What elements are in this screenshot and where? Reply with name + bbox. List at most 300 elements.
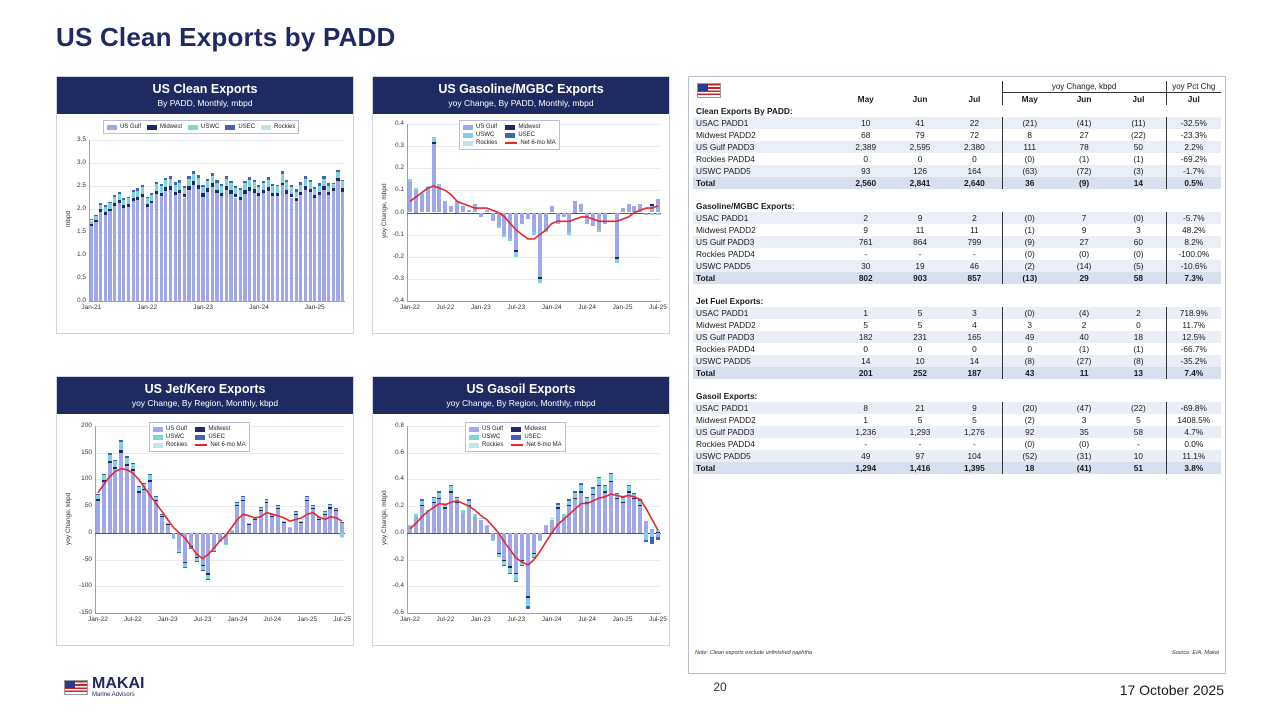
bar-segment	[132, 201, 135, 301]
table-total-row	[693, 177, 1221, 189]
bar-segment	[155, 191, 158, 194]
bar-segment	[225, 176, 228, 179]
cell-value: 2,560	[839, 177, 893, 189]
cell-pct: -32.5%	[1166, 117, 1221, 129]
section-title: Jet Fuel Exports:	[696, 296, 764, 306]
chart-plot-clean-exports	[57, 114, 353, 319]
bar-segment	[136, 191, 139, 197]
bar-segment	[94, 215, 97, 216]
bar-segment	[262, 183, 265, 190]
column-header: Jun	[912, 93, 928, 104]
y-axis-tick-label: -0.2	[392, 555, 404, 563]
legend-item	[225, 124, 255, 130]
legend-item	[463, 124, 497, 130]
y-axis-title: yoy Change, mbpd	[381, 490, 388, 546]
section-title: Gasoline/MGBC Exports:	[696, 201, 795, 211]
bar-segment	[341, 180, 344, 181]
cell-value: 41	[893, 117, 947, 129]
cell-pct: 7.4%	[1166, 367, 1221, 379]
bar-segment	[94, 220, 97, 222]
chart-legend	[103, 120, 299, 134]
bar-segment	[118, 203, 121, 301]
bar-segment	[132, 198, 135, 201]
cell-value: 79	[915, 130, 925, 140]
bar-segment	[285, 190, 288, 194]
bar-segment	[150, 203, 153, 301]
section-title: Clean Exports By PADD:	[696, 106, 793, 116]
bar-segment	[206, 179, 209, 181]
bar-segment	[267, 177, 270, 180]
legend-item	[511, 426, 561, 432]
bar-segment	[285, 182, 288, 190]
cell-yoy: 2	[1081, 320, 1087, 330]
bar-segment	[90, 221, 93, 225]
bar-segment	[178, 180, 181, 182]
legend-item	[469, 426, 503, 432]
cell-value: 8	[839, 402, 893, 414]
bar-segment	[146, 198, 149, 204]
bar-segment	[341, 188, 344, 191]
table-group-header-row	[693, 81, 1221, 93]
legend-label: USWC	[166, 434, 185, 440]
bar-segment	[211, 183, 214, 187]
cell-value: 2,389	[839, 141, 893, 153]
table-note: Note: Clean exports exclude unfinished naphtha	[695, 650, 813, 656]
legend-item	[505, 140, 555, 146]
bar-segment	[243, 183, 246, 190]
section-title-row	[693, 200, 1221, 212]
row-label: USAC PADD1	[693, 212, 839, 224]
bar-segment	[299, 185, 302, 192]
cell-yoy: 3	[1136, 225, 1141, 235]
bar-segment	[197, 178, 200, 185]
bar-segment	[206, 181, 209, 188]
cell-value: 19	[893, 260, 947, 272]
bar-segment	[322, 186, 325, 190]
cell-yoy: (22)	[1131, 130, 1146, 140]
row-label: Rockies PADD4	[696, 249, 755, 259]
bar-segment	[160, 193, 163, 196]
cell-value: 1,293	[893, 426, 947, 438]
gridline	[89, 163, 345, 164]
cell-yoy: (0)	[1079, 439, 1090, 449]
chart-title: US Jet/Kero Exports	[144, 382, 266, 396]
cell-value: -	[973, 439, 976, 449]
cell-value: 21	[893, 402, 947, 414]
y-axis-tick-label: 1.0	[76, 251, 86, 258]
cell-yoy: (8)	[1002, 355, 1057, 367]
cell-yoy: (1)	[1079, 344, 1090, 354]
chart-title: US Gasoline/MGBC Exports	[438, 82, 604, 96]
cell-value: 93	[839, 165, 893, 177]
bar-segment	[164, 187, 167, 190]
bar-segment	[229, 194, 232, 301]
bar-segment	[192, 185, 195, 301]
cell-yoy: (0)	[1079, 249, 1090, 259]
bar-segment	[197, 189, 200, 301]
x-axis-tick-label: Jul-25	[649, 304, 667, 311]
legend-item	[153, 434, 187, 440]
bar-segment	[309, 189, 312, 193]
table-row	[693, 236, 1221, 248]
cell-yoy: (0)	[1133, 249, 1144, 259]
bar-segment	[327, 195, 330, 301]
bar-segment	[304, 179, 307, 186]
legend-label: Net 6-mo MA	[526, 442, 562, 448]
legend-swatch	[153, 443, 163, 448]
cell-yoy: (1)	[1133, 344, 1144, 354]
cell-value: 182	[839, 331, 893, 343]
cell-value: 11	[915, 225, 925, 235]
bar-segment	[239, 200, 242, 301]
legend-swatch	[505, 125, 515, 130]
chart-panel-gasoline-exports	[372, 76, 670, 334]
legend-line-swatch	[505, 142, 517, 144]
bar-segment	[169, 176, 172, 179]
cell-yoy: 40	[1057, 331, 1111, 343]
legend-label: Midwest	[518, 124, 541, 130]
cell-value: -	[864, 439, 868, 449]
cell-value: 126	[893, 165, 947, 177]
chart-legend	[465, 422, 566, 452]
cell-value: 201	[839, 367, 893, 379]
bar-segment	[267, 187, 270, 191]
x-axis-tick-label: Jan-23	[470, 616, 491, 623]
bar-segment	[281, 185, 284, 301]
bar-segment	[229, 190, 232, 194]
cell-yoy: (21)	[1002, 117, 1057, 129]
cell-value: -	[918, 439, 922, 449]
chart-subtitle: yoy Change, By Region, Monthly, mbpd	[446, 398, 596, 408]
cell-yoy: (41)	[1057, 462, 1111, 474]
y-axis-tick-label: 150	[81, 448, 92, 456]
legend-swatch	[195, 427, 205, 432]
cell-yoy: 78	[1057, 141, 1111, 153]
bar-segment	[155, 194, 158, 301]
cell-value: 164	[947, 165, 1002, 177]
table-row	[693, 212, 1221, 224]
bar-segment	[234, 188, 237, 194]
cell-value: 5	[972, 415, 977, 425]
cell-value: 2	[839, 212, 893, 224]
x-axis-tick-label: Jan-24	[248, 304, 269, 311]
cell-yoy: (9)	[1002, 236, 1057, 248]
cell-value: 799	[947, 236, 1002, 248]
bar-segment	[253, 193, 256, 301]
row-label: USWC PADD5	[693, 260, 839, 272]
legend-line-swatch	[195, 444, 207, 446]
bar-segment	[94, 216, 97, 220]
bar-segment	[225, 186, 228, 190]
legend-item	[195, 426, 245, 432]
bar-segment	[183, 194, 186, 197]
legend-label: US Gulf	[120, 124, 142, 130]
cell-pct: -23.3%	[1166, 129, 1221, 141]
y-axis-tick-label: 0.3	[394, 142, 404, 150]
bar-segment	[201, 185, 204, 187]
legend-line-swatch	[511, 444, 523, 446]
x-axis-tick-label: Jul-24	[578, 616, 597, 623]
table-row	[693, 165, 1221, 177]
cell-value: 165	[947, 331, 1002, 343]
y-axis-tick-label: 0.5	[76, 274, 86, 281]
bar-segment	[220, 193, 223, 196]
spacer-row	[693, 284, 1221, 295]
y-axis-tick-label: 2.0	[76, 205, 86, 212]
cell-pct: -10.6%	[1166, 260, 1221, 272]
bar-segment	[90, 224, 93, 226]
cell-yoy: 10	[1111, 450, 1166, 462]
chart-legend	[459, 120, 560, 150]
column-header: May	[1002, 93, 1057, 106]
cell-value: 2,595	[893, 141, 947, 153]
bar-segment	[104, 215, 107, 301]
legend-label: Net 6-mo MA	[210, 442, 246, 448]
cell-yoy: 5	[1136, 415, 1141, 425]
bar-segment	[215, 180, 218, 182]
bar-segment	[248, 187, 251, 191]
x-axis-tick-label: Jul-22	[436, 616, 455, 623]
cell-yoy: 58	[1111, 426, 1166, 438]
legend-label: USWC	[201, 124, 220, 130]
bar-segment	[113, 206, 116, 301]
x-axis-tick-label: Jan-22	[400, 616, 420, 623]
chart-title: US Clean Exports	[152, 82, 258, 96]
bar-segment	[155, 182, 158, 184]
legend-item	[505, 124, 555, 130]
row-label: USWC PADD5	[693, 355, 839, 367]
bar-segment	[187, 176, 190, 179]
cell-yoy: (0)	[1002, 153, 1057, 165]
bar-segment	[136, 188, 139, 190]
bar-segment	[281, 171, 284, 174]
cell-yoy: (0)	[1002, 438, 1057, 450]
bar-segment	[164, 178, 167, 180]
cell-pct: -5.7%	[1166, 212, 1221, 224]
bar-segment	[206, 192, 209, 301]
legend-item	[147, 124, 182, 130]
row-label: Rockies PADD4	[696, 439, 755, 449]
y-axis-tick-label: 2.5	[76, 182, 86, 189]
y-axis-title: mbpd	[65, 210, 72, 227]
cell-yoy: (0)	[1002, 248, 1057, 260]
bar-segment	[136, 200, 139, 301]
legend-label: USWC	[482, 434, 501, 440]
cell-yoy: 111	[1002, 141, 1057, 153]
row-label: US Gulf PADD3	[693, 331, 839, 343]
bar-segment	[239, 190, 242, 196]
cell-value: 68	[861, 130, 871, 140]
bar-segment	[262, 190, 265, 193]
bar-segment	[285, 180, 288, 182]
bar-segment	[122, 208, 125, 301]
cell-yoy: (4)	[1057, 307, 1111, 319]
table-row	[693, 355, 1221, 367]
bar-segment	[299, 195, 302, 301]
row-label: Total	[693, 462, 839, 474]
table-row	[693, 450, 1221, 462]
x-axis-tick-label: Jan-23	[157, 616, 178, 623]
bar-segment	[267, 180, 270, 187]
bar-segment	[304, 190, 307, 301]
bar-segment	[169, 179, 172, 186]
bar-segment	[257, 187, 260, 193]
bar-segment	[243, 194, 246, 301]
section-title: Gasoil Exports:	[696, 391, 758, 401]
bar-segment	[183, 198, 186, 302]
y-axis-tick-label: 100	[81, 475, 92, 483]
column-header: Jul	[968, 93, 981, 104]
legend-swatch	[107, 125, 117, 130]
bar-segment	[141, 185, 144, 187]
chart-subtitle: yoy Change, By PADD, Monthly, mbpd	[448, 98, 594, 108]
cell-yoy: 14	[1111, 177, 1166, 189]
cell-yoy: (14)	[1057, 260, 1111, 272]
pct-group-header: yoy Pct Chg	[1166, 81, 1221, 93]
table-row	[693, 307, 1221, 319]
bar-segment	[285, 194, 288, 301]
cell-pct: -69.2%	[1166, 153, 1221, 165]
cell-value: 5	[863, 320, 869, 330]
cell-yoy: (31)	[1057, 450, 1111, 462]
page-number: 20	[713, 680, 727, 694]
yoy-group-header: yoy Change, kbpd	[1002, 81, 1166, 93]
bar-segment	[108, 209, 111, 212]
bar-segment	[90, 219, 93, 220]
bar-segment	[215, 193, 218, 301]
y-axis-tick-label: -150	[78, 609, 92, 616]
cell-pct: 8.2%	[1166, 236, 1221, 248]
cell-value: 49	[839, 450, 893, 462]
x-axis-tick-label: Jan-24	[541, 616, 562, 623]
bar-segment	[248, 177, 251, 180]
bar-segment	[239, 197, 242, 200]
x-axis-tick-label: Jul-22	[123, 616, 142, 623]
cell-value: 5	[893, 307, 947, 319]
cell-yoy: (1)	[1002, 224, 1057, 236]
x-axis-tick-label: Jan-22	[137, 304, 158, 311]
cell-yoy: -	[1137, 439, 1140, 449]
y-axis-tick-label: 200	[81, 422, 92, 429]
cell-yoy: (63)	[1002, 165, 1057, 177]
y-axis-tick-label: 0.6	[394, 448, 404, 456]
cell-yoy: (2)	[1002, 414, 1057, 426]
legend-label: Net 6-mo MA	[520, 140, 556, 146]
y-axis-tick-label: -0.2	[392, 252, 404, 260]
table-row	[693, 426, 1221, 438]
bar-segment	[122, 198, 125, 200]
bar-segment	[178, 183, 181, 190]
table-row	[693, 224, 1221, 236]
legend-label: Rockies	[482, 442, 504, 448]
cell-value: -	[973, 249, 976, 259]
cell-value: 72	[969, 130, 979, 140]
bar-segment	[201, 193, 204, 196]
row-label: USAC PADD1	[693, 402, 839, 414]
cell-yoy: (22)	[1111, 402, 1166, 414]
bar-segment	[332, 183, 335, 184]
legend-swatch	[469, 427, 479, 432]
x-axis-tick-label: Jan-25	[297, 616, 318, 623]
cell-value: 0	[863, 344, 869, 354]
legend-swatch	[469, 443, 479, 448]
chart-plot-jet-exports	[57, 414, 353, 631]
bar-segment	[118, 194, 121, 200]
cell-yoy: (9)	[1057, 177, 1111, 189]
legend-item	[188, 124, 219, 130]
x-axis-line	[89, 301, 345, 302]
bar-segment	[336, 178, 339, 182]
cell-value: 0	[972, 154, 977, 164]
x-axis-tick-label: Jan-24	[227, 616, 248, 623]
cell-yoy: 2	[1111, 307, 1166, 319]
cell-value: 9	[863, 225, 869, 235]
chart-header-gasoline-exports	[373, 77, 669, 114]
y-axis-tick-label: -100	[78, 582, 92, 590]
row-label: Midwest PADD2	[696, 320, 756, 330]
table-row	[693, 260, 1221, 272]
legend-item	[469, 442, 503, 448]
legend-label: Midwest	[524, 426, 547, 432]
table-row	[693, 141, 1221, 153]
logo-subtext: Marine Advisors	[92, 692, 135, 698]
row-label: US Gulf PADD3	[693, 141, 839, 153]
bar-segment	[178, 190, 181, 193]
cell-value: 761	[839, 236, 893, 248]
bar-segment	[211, 176, 214, 183]
y-axis-tick-label: -0.6	[392, 609, 404, 616]
cell-value: 1,395	[947, 462, 1002, 474]
cell-value: 0	[917, 154, 923, 164]
column-header: May	[857, 93, 874, 104]
y-axis-tick-label: -0.4	[392, 297, 404, 304]
cell-pct: 3.8%	[1166, 462, 1221, 474]
bar-segment	[295, 198, 298, 201]
bar-segment	[276, 196, 279, 301]
row-label: Midwest PADD2	[696, 415, 756, 425]
y-axis-title: yoy Change, mbpd	[381, 183, 388, 239]
y-axis-tick-label: 0.8	[394, 422, 404, 429]
bar-segment	[127, 197, 130, 199]
cell-value: 2,841	[893, 177, 947, 189]
bar-segment	[150, 201, 153, 204]
bar-segment	[201, 197, 204, 301]
cell-yoy: 36	[1002, 177, 1057, 189]
bar-segment	[234, 186, 237, 188]
row-label: Rockies PADD4	[696, 344, 755, 354]
bar-segment	[257, 185, 260, 187]
y-axis-tick-label: 0.0	[394, 208, 404, 216]
cell-value: 22	[947, 117, 1002, 129]
table-row	[693, 117, 1221, 129]
bar-segment	[146, 207, 149, 301]
bar-segment	[276, 185, 279, 186]
cell-pct: 0.5%	[1166, 177, 1221, 189]
cell-yoy: 13	[1111, 367, 1166, 379]
y-axis-tick-label: 0.1	[394, 186, 404, 194]
y-axis-tick-label: -0.1	[392, 230, 404, 238]
bar-segment	[309, 182, 312, 189]
cell-yoy: 0	[1136, 320, 1141, 330]
chart-plot-gasoline-exports	[373, 114, 669, 319]
bar-segment	[201, 187, 204, 193]
cell-pct: -35.2%	[1166, 355, 1221, 367]
chart-title: US Gasoil Exports	[466, 382, 576, 396]
cell-pct: 0.0%	[1166, 438, 1221, 450]
bar-segment	[94, 222, 97, 301]
chart-subtitle: yoy Change, By Region, Monthly, kbpd	[131, 398, 279, 408]
summary-table-card	[688, 76, 1226, 674]
